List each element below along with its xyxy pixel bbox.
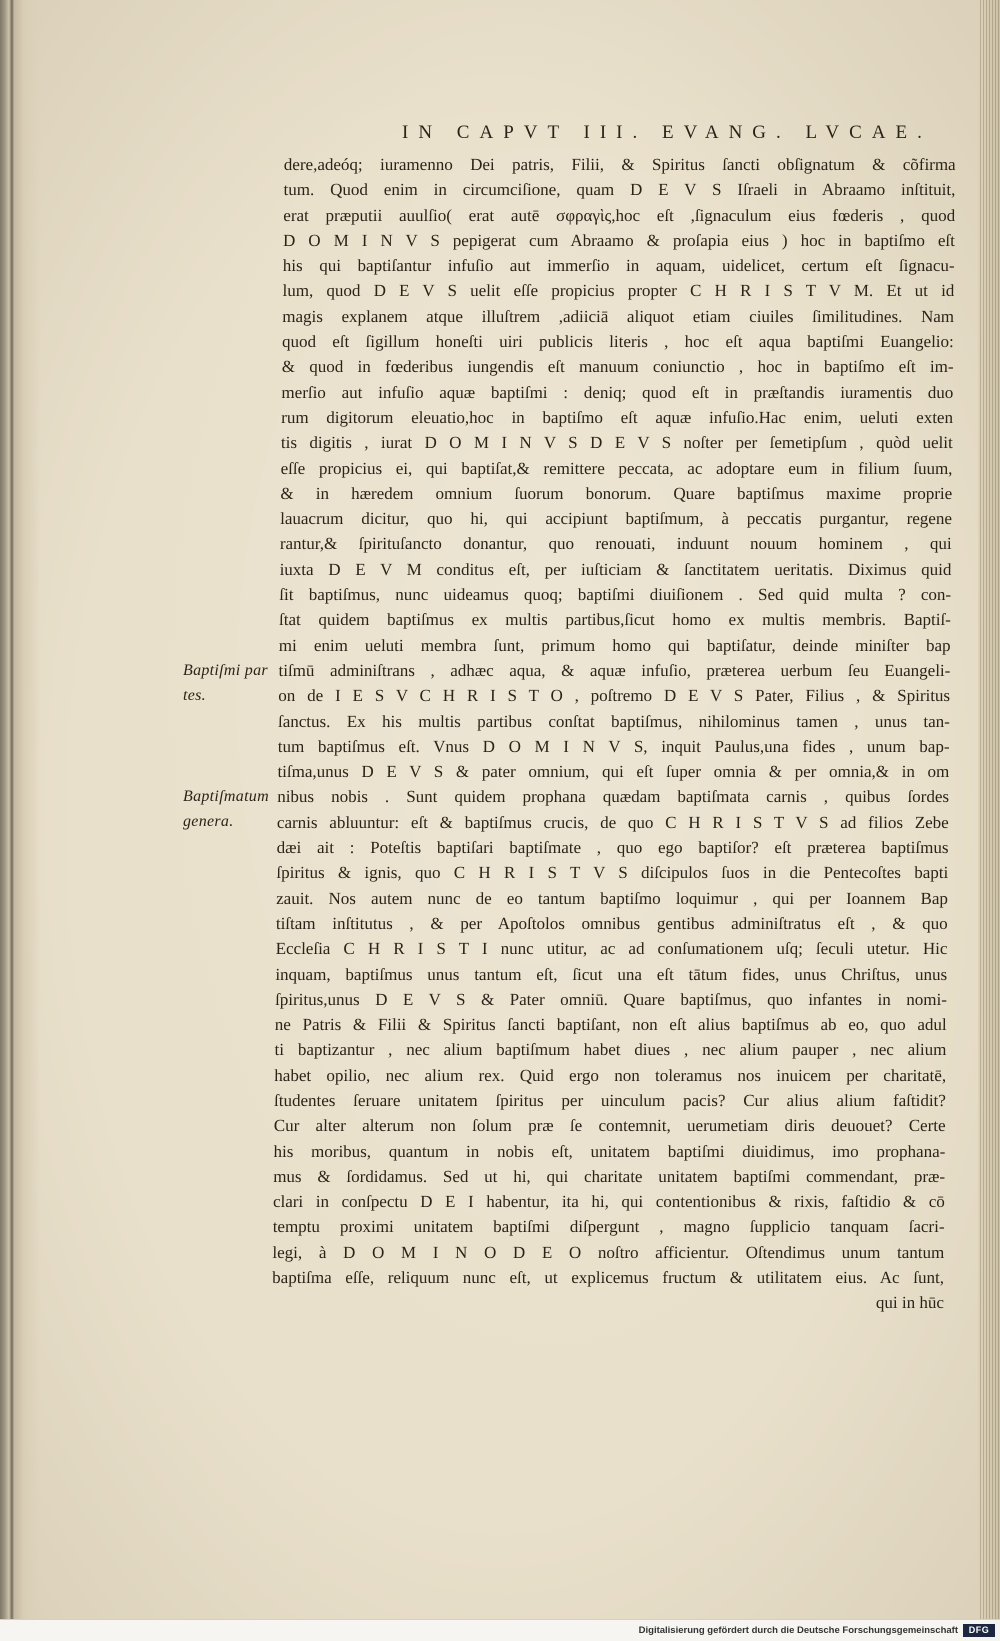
text-line: rum digitorum eleuatio,hoc in baptiſmo eſt aquæ infuſio.Hac enim, ueluti exten — [281, 407, 954, 427]
text-line: eſſe propicius ei, qui baptiſat,& remittere peccata, ac adoptare eum in filium ſuum, — [280, 458, 953, 478]
running-head: IN CAPVT III. EVANG. LVCAE. — [402, 122, 932, 143]
text-line: mi enim ueluti membra ſunt, primum homo qui baptiſatur, deinde miniſter bap — [278, 635, 951, 655]
marginal-note-line: genera. — [183, 813, 234, 831]
text-line: ſpiritus & ignis, quo C H R I S T V S diſcipulos ſuos in die Pentecoſtes bapti — [276, 863, 949, 883]
text-line: lum, quod D E V S uelit eſſe propicius propter C H R I S T V M. Et ut id — [282, 281, 955, 301]
text-line: ſit baptiſmus, nunc uideamus quoq; baptiſmi diuiſionem . Sed quid multa ? con- — [279, 585, 952, 605]
text-line: tiſtam inſtitutus , & per Apoſtolos omnibus gentibus adminiſtratus eſt , & quo — [275, 913, 948, 933]
text-line: lauacrum dicitur, quo hi, qui accipiunt baptiſmum, à peccatis purgantur, regene — [280, 509, 953, 529]
marginal-note-line: Baptiſmatum — [183, 788, 269, 805]
text-line: Eccleſia C H R I S T I nunc utitur, ac ad conſumationem uſq; ſeculi utetur. Hic — [275, 939, 948, 959]
text-line: dæi ait : Poteſtis baptiſari baptiſmate , quo ego baptiſor? eſt præterea baptiſmus — [276, 838, 949, 858]
text-line: tiſma,unus D E V S & pater omnium, qui eſt ſuper omnia & per omnia,& in om — [277, 762, 950, 782]
text-line: merſio aut infuſio aquæ baptiſmi : deniq; quod eſt in præſtandis iuramentis duo — [281, 382, 954, 402]
digitization-credit-bar — [0, 1619, 1000, 1641]
text-line: Cur alter alterum non ſolum præ ſe contemnit, uerumetiam diris deuouet? Certe — [273, 1116, 946, 1136]
marginal-note — [183, 784, 269, 835]
text-line: tis digitis , iurat D O M I N V S D E V S noſter per ſemetipſum , quòd uelit — [280, 433, 953, 453]
text-line: ſtat quidem baptiſmus ex multis partibus,ſicut homo ex multis membris. Baptiſ- — [279, 610, 952, 630]
text-line: magis explanem atque illuſtrem ,adiiciā aliquot etiam ciuiles ſimilitudines. Nam — [282, 306, 955, 326]
text-line: nibus nobis . Sunt quidem prophana quædam baptiſmata carnis , quibus ſordes — [277, 787, 950, 807]
text-line: dere,adeóq; iuramenno Dei patris, Filii, & Spiritus ſancti obſignatum & cõfirma — [283, 155, 956, 174]
text-line: ſtudentes ſeruare unitatem ſpiritus per uinculum pacis? Cur alius alium faſtidit? — [273, 1090, 946, 1110]
page-binding-edge — [0, 0, 40, 1620]
text-line: baptiſma eſſe, reliquum nunc eſt, ut explicemus fructum & utilitatem eius. Ac ſunt, — [272, 1268, 945, 1288]
text-line: his qui baptiſantur infuſio aut immerſio in aquam, uidelicet, certum eſt ſignacu- — [282, 256, 955, 276]
marginal-note-line: Baptiſmi par — [183, 662, 268, 679]
text-line: ti baptizantur , nec alium baptiſmum habet diues , nec alium pauper , nec alium — [274, 1040, 947, 1060]
text-line: quod eſt ſigillum honeſti uiri publicis literis , hoc eſt aqua baptiſmi Euangelio: — [281, 332, 954, 352]
text-line: mus & ſordidamus. Sed ut hi, qui charitate unitatem baptiſmi commendant, præ- — [273, 1166, 946, 1186]
dfg-logo: DFG — [963, 1624, 995, 1637]
text-line: clari in conſpectu D E I habentur, ita hi, qui contentionibus & rixis, faſtidio & cō — [272, 1192, 945, 1212]
text-line: & quod in fœderibus iungendis eſt manuum coniunctio , hoc in baptiſmo eſt im- — [281, 357, 954, 377]
catchword: qui in hūc — [875, 1293, 945, 1313]
text-line: ſpiritus,unus D E V S & Pater omniū. Quare baptiſmus, quo infantes in nomi- — [275, 989, 948, 1009]
text-line: tum. Quod enim in circumciſione, quam D E V S Iſraeli in Abraamo inſtituit, — [283, 180, 956, 200]
text-line: & in hæredem omnium ſuorum bonorum. Quare baptiſmus maxime proprie — [280, 483, 953, 503]
text-line: iuxta D E V M conditus eſt, per iuſticiam & ſanctitatem ueritatis. Diximus quid — [279, 559, 952, 579]
text-line: erat præputii auulſio( erat autē σφραγὶς,hoc eſt ,ſignaculum eius fœderis , quod — [283, 205, 956, 225]
digitization-credit: Digitalisierung gefördert durch die Deutsche Forschungsgemeinschaft — [638, 1625, 958, 1636]
text-line: carnis abluuntur: eſt & baptiſmus crucis, de quo C H R I S T V S ad filios Zebe — [276, 812, 949, 832]
page-stack-edge — [978, 0, 1000, 1620]
text-line: habet opilio, nec alium rex. Quid ergo non toleramus nos inuicem per charitatē, — [274, 1065, 947, 1085]
text-line: tiſmū adminiſtrans , adhæc aqua, & aquæ infuſio, præterea uerbum ſeu Euangeli- — [278, 660, 951, 680]
text-line: zauit. Nos autem nunc de eo tantum baptiſmo loquimur , qui per Ioannem Bap — [276, 888, 949, 908]
text-line: his moribus, quantum in nobis eſt, unitatem baptiſmi diuidimus, imo prophana- — [273, 1141, 946, 1161]
text-line: D O M I N V S pepigerat cum Abraamo & proſapia eius ) hoc in baptiſmo eſt — [282, 230, 955, 250]
text-line: ſanctus. Ex his multis partibus conſtat baptiſmus, nihilominus tamen , unus tan- — [277, 711, 950, 731]
marginal-note-line: tes. — [183, 687, 206, 705]
marginal-note — [183, 658, 268, 709]
text-line: temptu proximi unitatem baptiſmi diſpergunt , magno ſupplicio tanquam ſacri- — [272, 1217, 945, 1237]
text-line: inquam, baptiſmus unus tantum eſt, ſicut una eſt tātum fides, unus Chriſtus, unus — [275, 964, 948, 984]
text-line: rantur,& ſpirituſancto donantur, quo renouati, induunt nouum hominem , qui — [279, 534, 952, 554]
text-line: tum baptiſmus eſt. Vnus D O M I N V S, inquit Paulus,una fides , unum bap- — [277, 736, 950, 756]
text-line: on de I E S V C H R I S T O , poſtremo D E V S Pater, Filius , & Spiritus — [278, 686, 951, 706]
text-line: legi, à D O M I N O D E O noſtro afficientur. Oſtendimus unum tantum — [272, 1242, 945, 1262]
text-column — [272, 152, 956, 1316]
text-line: ne Patris & Filii & Spiritus ſancti baptiſant, non eſt alius baptiſmus ab eo, quo adul — [274, 1015, 947, 1035]
